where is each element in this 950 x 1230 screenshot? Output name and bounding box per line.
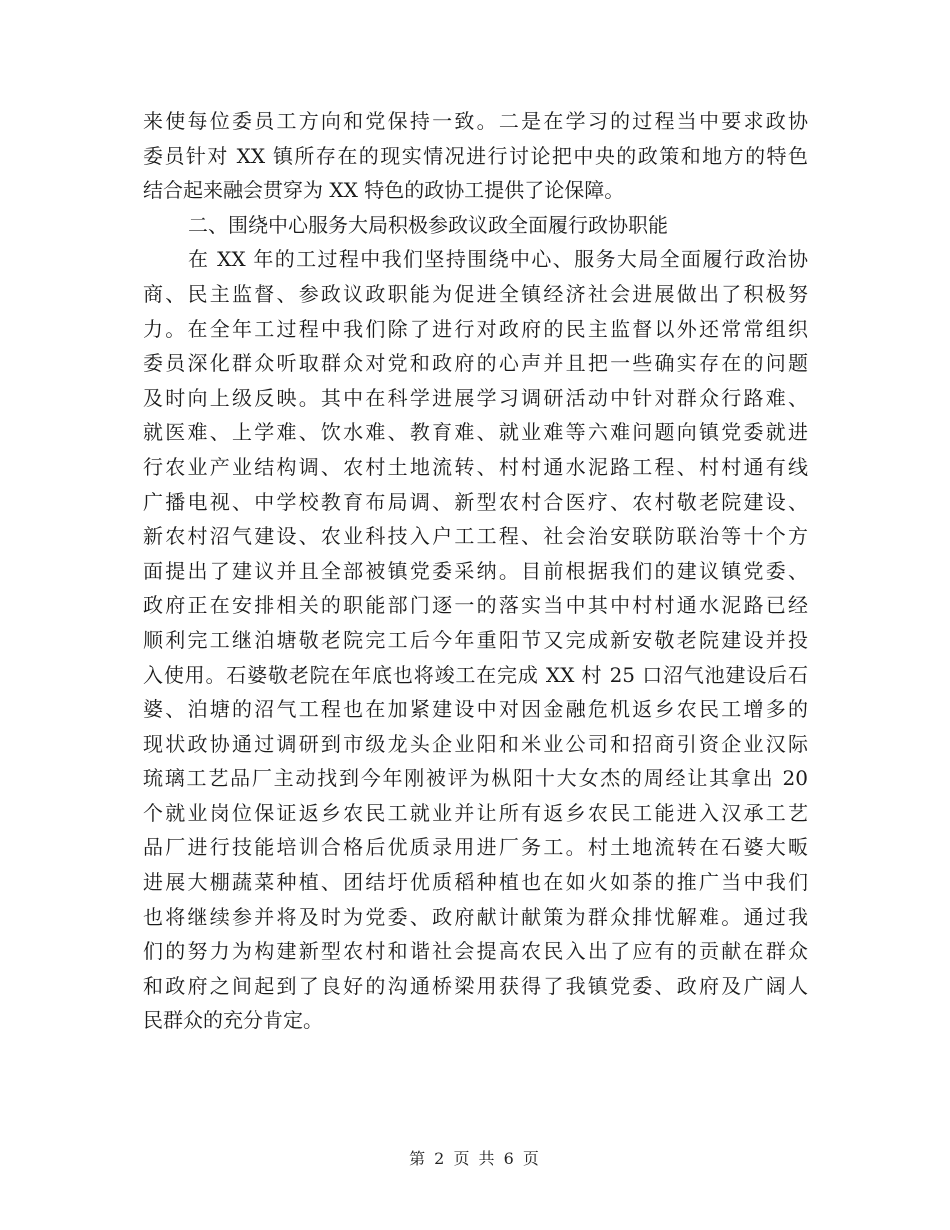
text-line: 来使每位委员工方向和党保持一致。二是在学习的过程当中要求政协 [143, 109, 808, 133]
text-line: 行农业产业结构调、农村土地流转、村村通水泥路工程、村村通有线 [143, 454, 808, 479]
text-line: 和政府之间起到了良好的沟通桥梁用获得了我镇党委、政府及广阔人 [143, 973, 808, 998]
text-line: 个就业岗位保证返乡农民工就业并让所有返乡农民工能进入汉承工艺 [143, 800, 808, 825]
section-heading: 二、围绕中心服务大局积极参政议政全面履行政协职能 [188, 212, 668, 237]
text-line: 在 XX 年的工过程中我们坚持围绕中心、服务大局全面履行政治协 [188, 247, 808, 272]
text-line: 结合起来融会贯穿为 XX 特色的政协工提供了论保障。 [143, 178, 625, 203]
text-line: 品厂进行技能培训合格后优质录用进厂务工。村土地流转在石婆大畈 [143, 835, 808, 860]
text-line: 新农村沼气建设、农业科技入户工工程、社会治安联防联治等十个方 [143, 524, 808, 549]
text-line: 广播电视、中学校教育布局调、新型农村合医疗、农村敬老院建设、 [143, 489, 808, 514]
text-line: 入使用。石婆敬老院在年底也将竣工在完成 XX 村 25 口沼气池建设后石 [143, 662, 808, 687]
text-line: 进展大棚蔬菜种植、团结圩优质稻种植也在如火如荼的推广当中我们 [143, 870, 808, 895]
text-line: 商、民主监督、参政议政职能为促进全镇经济社会进展做出了积极努 [143, 281, 808, 306]
text-line: 面提出了建议并且全部被镇党委采纳。目前根据我们的建议镇党委、 [143, 558, 808, 583]
text-line: 现状政协通过调研到市级龙头企业阳和米业公司和招商引资企业汉际 [143, 731, 808, 756]
text-line: 琉璃工艺品厂主动找到今年刚被评为枞阳十大女杰的周经让其拿出 20 [143, 766, 808, 791]
text-line: 政府正在安排相关的职能部门逐一的落实当中其中村村通水泥路已经 [143, 593, 808, 618]
text-line: 们的努力为构建新型农村和谐社会提高农民入出了应有的贡献在群众 [143, 939, 808, 964]
text-line: 委员深化群众听取群众对党和政府的心声并且把一些确实存在的问题 [143, 351, 808, 376]
document-body [143, 104, 808, 1038]
text-line: 及时向上级反映。其中在科学进展学习调研活动中针对群众行路难、 [143, 385, 808, 410]
text-line: 力。在全年工过程中我们除了进行对政府的民主监督以外还常常组织 [143, 316, 808, 341]
text-line: 顺利完工继泊塘敬老院完工后今年重阳节又完成新安敬老院建设并投 [143, 627, 808, 652]
text-line: 民群众的充分肯定。 [143, 1008, 323, 1033]
text-line: 就医难、上学难、饮水难、教育难、就业难等六难问题向镇党委就进 [143, 420, 808, 445]
text-line: 也将继续参并将及时为党委、政府献计献策为群众排忧解难。通过我 [143, 904, 808, 929]
text-line: 婆、泊塘的沼气工程也在加紧建设中对因金融危机返乡农民工增多的 [143, 697, 808, 722]
page-number: 第 2 页 共 6 页 [409, 1149, 541, 1168]
text-line: 委员针对 XX 镇所存在的现实情况进行讨论把中央的政策和地方的特色 [143, 143, 808, 168]
